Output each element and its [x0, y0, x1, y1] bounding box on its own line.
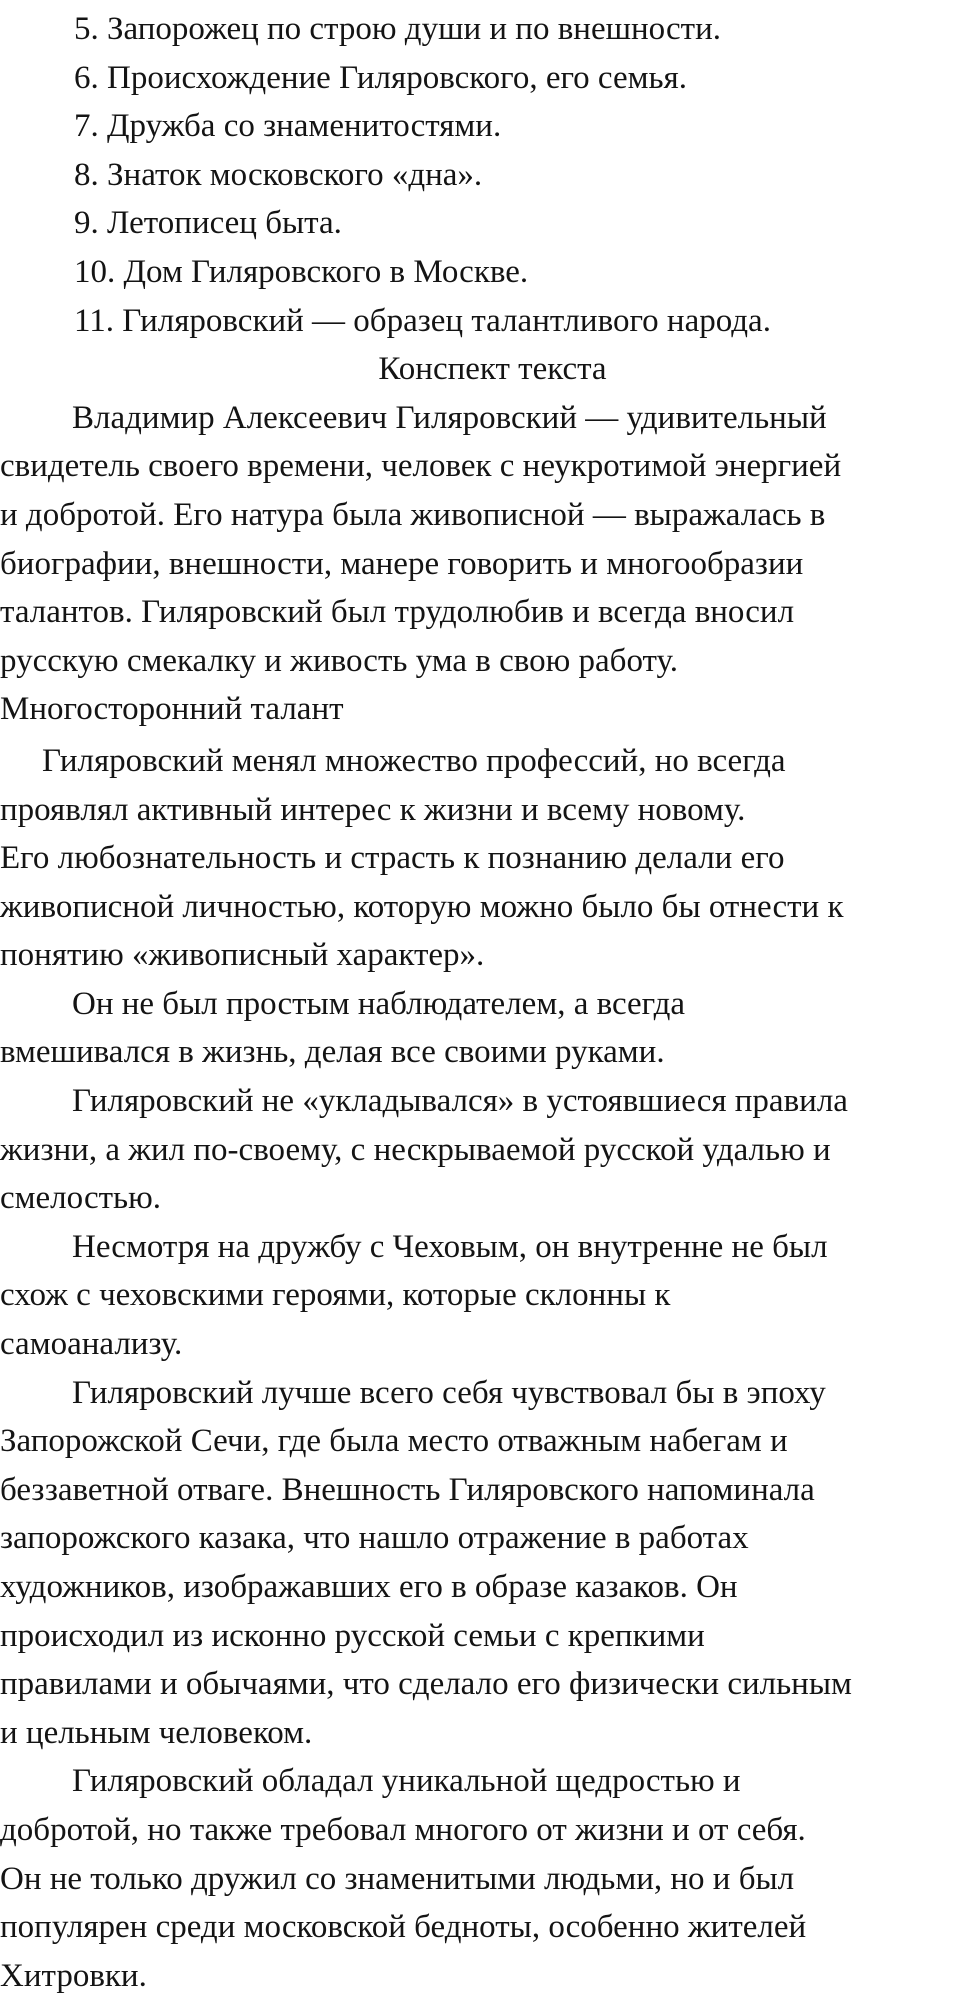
- text-line: жизни, а жил по-своему, с нескрываемой русской удалью и: [0, 1131, 831, 1168]
- paragraph-chekhov: [0, 1223, 960, 1369]
- intro-paragraph: [0, 394, 960, 686]
- text-line: Владимир Алексеевич Гиляровский — удивительный: [72, 399, 827, 436]
- text-line: Он не был простым наблюдателем, а всегда: [72, 985, 686, 1022]
- outline-item: 9. Летописец быта.: [74, 205, 342, 242]
- text-line: запорожского казака, что нашло отражение в работах: [0, 1520, 749, 1557]
- text-line: художников, изображавших его в образе казаков. Он: [0, 1569, 738, 1605]
- paragraph-professions: [0, 737, 960, 980]
- text-line: Хитровки.: [0, 1957, 147, 1994]
- text-line: беззаветной отваге. Внешность Гиляровского напоминала: [0, 1471, 815, 1508]
- outline-item: 8. Знаток московского «дна».: [74, 156, 483, 193]
- text-line: Гиляровский обладал уникальной щедростью и: [72, 1763, 741, 1800]
- text-line: биографии, внешности, манере говорить и многообразии: [0, 545, 804, 582]
- text-line: Гиляровский менял множество профессий, но всегда: [42, 742, 786, 779]
- text-line: живописной личностью, которую можно было бы отнести к: [0, 888, 844, 925]
- text-line: происходил из исконно русской семьи с крепкими: [0, 1617, 705, 1654]
- outline-item: 6. Происхождение Гиляровского, его семья.: [74, 59, 687, 96]
- summary-title: Конспект текста: [378, 351, 607, 388]
- paragraph-way-of-life: [0, 1077, 960, 1223]
- text-line: популярен среди московской бедноты, особенно жителей: [0, 1909, 807, 1946]
- text-line: свидетель своего времени, человек с неукротимой энергией: [0, 448, 842, 485]
- outline-item: 7. Дружба со знаменитостями.: [74, 108, 502, 145]
- text-line: вмешивался в жизнь, делая все своими руками.: [0, 1034, 665, 1071]
- outline-item: 11. Гиляровский — образец талантливого народа.: [74, 302, 771, 339]
- text-line: схож с чеховскими героями, которые склонны к: [0, 1277, 671, 1314]
- text-line: Несмотря на дружбу с Чеховым, он внутренне не был: [72, 1228, 828, 1265]
- text-line: талантов. Гиляровский был трудолюбив и всегда вносил: [0, 594, 795, 631]
- text-line: правилами и обычаями, что сделало его физически сильным: [0, 1666, 852, 1703]
- paragraph-zaporozhye: [0, 1369, 960, 1758]
- text-line: и добротой. Его натура была живописной — выражалась в: [0, 496, 826, 533]
- text-line: русскую смекалку и живость ума в свою работу.: [0, 642, 678, 679]
- outline-item: 5. Запорожец по строю души и по внешности.: [74, 11, 721, 47]
- text-line: Гиляровский не «укладывался» в устоявшиеся правила: [72, 1083, 848, 1120]
- outline-list: [0, 5, 960, 345]
- text-line: добротой, но также требовал многого от жизни и от себя.: [0, 1811, 806, 1848]
- text-line: смелостью.: [0, 1180, 161, 1217]
- text-line: проявлял активный интерес к жизни и всему новому.: [0, 791, 746, 828]
- text-line: Запорожской Сечи, где была место отважным набегам и: [0, 1423, 788, 1460]
- outline-item: 10. Дом Гиляровского в Москве.: [74, 253, 529, 290]
- text-line: Его любознательность и страсть к познанию делали его: [0, 840, 785, 877]
- text-line: и цельным человеком.: [0, 1714, 313, 1751]
- text-line: самоанализу.: [0, 1326, 183, 1363]
- text-line: Он не только дружил со знаменитыми людьми, но и был: [0, 1860, 795, 1897]
- paragraph-observer: [0, 980, 960, 1077]
- paragraph-generosity: [0, 1757, 960, 2000]
- section-heading: Многосторонний талант: [0, 691, 344, 728]
- text-line: понятию «живописный характер».: [0, 937, 485, 974]
- text-line: Гиляровский лучше всего себя чувствовал бы в эпоху: [72, 1374, 826, 1411]
